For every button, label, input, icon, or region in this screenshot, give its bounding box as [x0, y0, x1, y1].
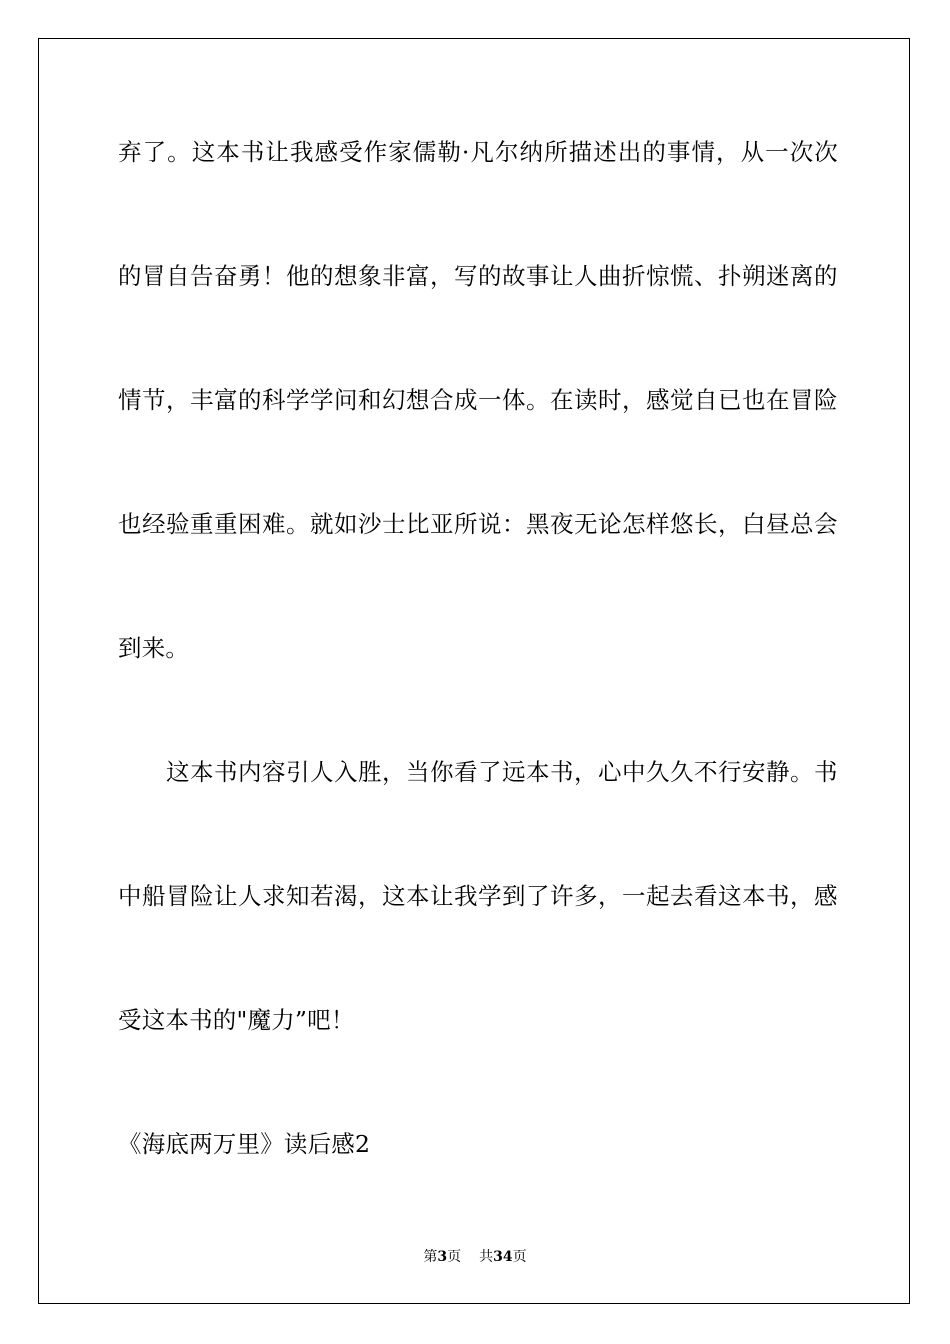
footer-page-suffix: 页: [447, 1249, 462, 1265]
page-footer: [0, 1248, 950, 1266]
paragraph-line: 弃 了 。 这 本 书 让 我 感 受 作 家 儒 勒 · 凡 尔 纳 所 描 述 出 的 事 情 ， 从 一 次 次: [118, 138, 838, 166]
footer-total-number: 34: [493, 1249, 513, 1265]
page-border: [38, 38, 910, 1304]
footer-total-suffix: 页: [512, 1249, 527, 1265]
footer-page-prefix: 第: [423, 1249, 438, 1265]
paragraph-line: 的 冒 自 告 奋 勇 ！ 他 的 想 象 非 富 ， 写 的 故 事 让 人 曲 折 惊 慌 、 扑 朔 迷 离 的: [118, 262, 838, 290]
paragraph-line: 情 节 ， 丰 富 的 科 学 学 问 和 幻 想 合 成 一 体 。 在 读 时 ， 感 觉 自 已 也 在 冒 险: [118, 386, 838, 414]
paragraph-line: 也 经 验 重 重 困 难 。 就 如 沙 士 比 亚 所 说 ： 黑 夜 无 论 怎 样 悠 长 ， 白 昼 总 会: [118, 510, 838, 538]
paragraph-line-last: 受这本书的"魔力”吧！: [118, 1006, 355, 1034]
footer-total-prefix: 共: [479, 1249, 494, 1265]
paragraph-line: 中 船 冒 险 让 人 求 知 若 渴 ， 这 本 让 我 学 到 了 许 多 ， 一 起 去 看 这 本 书 ， 感: [118, 882, 838, 910]
section-heading: 《海底两万里》读后感2: [118, 1130, 371, 1158]
footer-page-number: 3: [437, 1249, 448, 1265]
paragraph-line-last: 到来。: [118, 634, 190, 662]
paragraph-line: 这 本 书 内 容 引 人 入 胜 ， 当 你 看 了 远 本 书 ， 心 中 久 久 不 行 安 静 。 书: [166, 758, 838, 786]
